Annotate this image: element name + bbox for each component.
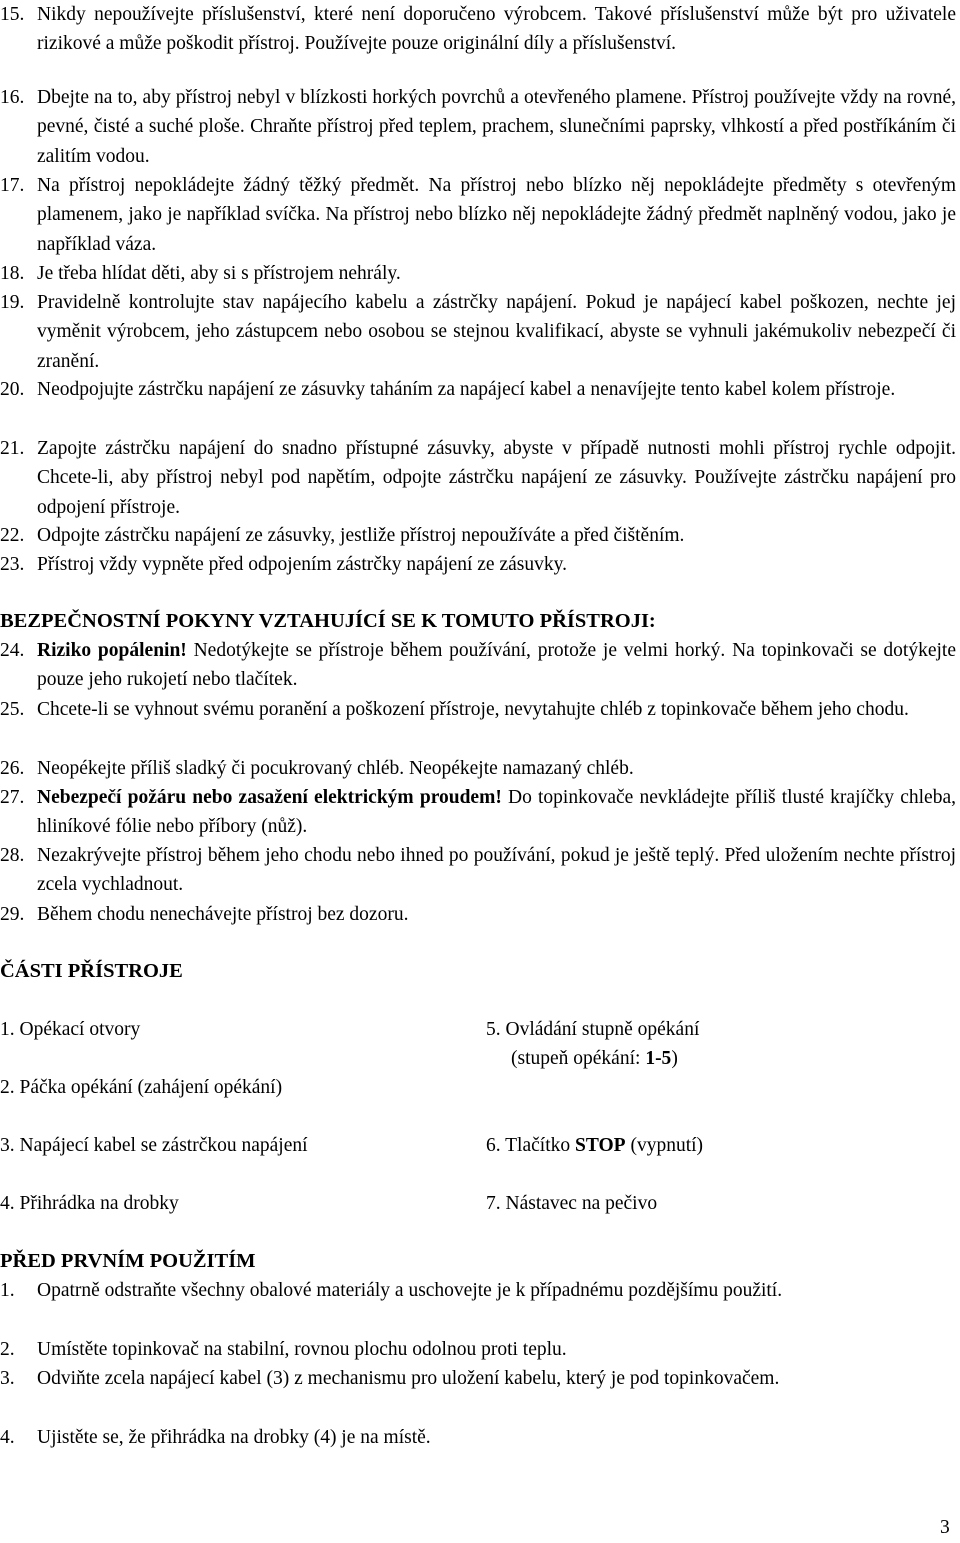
- item-number: 1.: [0, 1280, 15, 1301]
- first-use-heading: PŘED PRVNÍM POUŽITÍM: [0, 1250, 256, 1272]
- part-6-prefix: 6. Tlačítko: [486, 1135, 575, 1156]
- item-text: Pravidelně kontrolujte stav napájecího kabelu a zástrčky napájení. Pokud je napájecí kabel poškozen, nechte jej vyměnit výrobcem, jeho zástupcem nebo osobou se stejnou kvalifikací, abyste se vyhnuli jakémukoliv nebezpečí či zranění.: [37, 292, 956, 372]
- item-number: 16.: [0, 87, 25, 108]
- list-item: [0, 1276, 956, 1305]
- part-1: 1. Opékací otvory: [0, 1019, 141, 1040]
- part-6-suffix: (vypnutí): [625, 1135, 704, 1156]
- range-value: 1-5: [645, 1048, 672, 1069]
- list-item: [0, 434, 956, 522]
- item-number: 27.: [0, 787, 25, 808]
- item-number: 21.: [0, 438, 25, 459]
- list-item: [0, 550, 956, 579]
- item-text: Je třeba hlídat děti, aby si s přístrojem nehrály.: [37, 263, 401, 284]
- list-item: [0, 695, 956, 724]
- item-number: 29.: [0, 904, 25, 925]
- item-text: Na přístroj nepokládejte žádný těžký předmět. Na přístroj nebo blízko něj nepokládejte předměty s otevřeným plamenem, jako je například svíčka. Na přístroj nebo blízko něj nepokládejte žádný předmět naplněný vodou, jako je například váza.: [37, 175, 956, 255]
- list-item: [0, 841, 956, 900]
- part-3: 3. Napájecí kabel se zástrčkou napájení: [0, 1135, 308, 1156]
- list-item: [0, 521, 956, 550]
- item-text: Ujistěte se, že přihrádka na drobky (4) je na místě.: [37, 1427, 431, 1448]
- item-number: 20.: [0, 379, 25, 400]
- item-text: [0, 636, 956, 695]
- item-text: Neodpojujte zástrčku napájení ze zásuvky taháním za napájecí kabel a nenavíjejte tento kabel kolem přístroje.: [37, 379, 896, 400]
- item-text: Dbejte na to, aby přístroj nebyl v blízkosti horkých povrchů a otevřeného plamene. Přístroj používejte vždy na rovné, pevné, čisté a suché ploše. Chraňte přístroj před teplem, prachem, slunečními paprsky, vlhkostí a před postříkáním či zalitím vodou.: [37, 87, 956, 167]
- item-text: Přístroj vždy vypněte před odpojením zástrčky napájení ze zásuvky.: [37, 554, 567, 575]
- item-body: Nedotýkejte se přístroje během používání, protože je velmi horký. Na topinkovači se dotýkejte pouze jeho rukojetí nebo tlačítek.: [37, 640, 956, 691]
- item-number: 4.: [0, 1427, 15, 1448]
- section-heading: BEZPEČNOSTNÍ POKYNY VZTAHUJÍCÍ SE K TOMUTO PŘÍSTROJI:: [0, 610, 656, 632]
- item-text: Nezakrývejte přístroj během jeho chodu nebo ihned po používání, pokud je ještě teplý. Před uložením nechte přístroj zcela vychladnout.: [37, 845, 956, 896]
- item-text: Chcete-li se vyhnout svému poranění a poškození přístroje, nevytahujte chléb z topinkovače během jeho chodu.: [37, 699, 909, 720]
- list-item: [0, 1335, 956, 1364]
- part-6: [486, 1131, 703, 1160]
- item-text: Během chodu nenechávejte přístroj bez dozoru.: [37, 904, 409, 925]
- list-item: [0, 636, 956, 695]
- item-number: 23.: [0, 554, 25, 575]
- item-number: 28.: [0, 845, 25, 866]
- item-number: 15.: [0, 4, 25, 25]
- item-text: [0, 783, 956, 842]
- part-5-range: [511, 1044, 678, 1073]
- list-item: [0, 1423, 956, 1452]
- item-number: 25.: [0, 699, 25, 720]
- list-item: [0, 171, 956, 259]
- stop-label: STOP: [575, 1135, 626, 1156]
- part-2: 2. Páčka opékání (zahájení opékání): [0, 1077, 283, 1098]
- list-item: [0, 754, 956, 783]
- list-item: [0, 259, 956, 288]
- list-item: [0, 1364, 956, 1393]
- range-suffix: ): [671, 1048, 678, 1069]
- item-number: 24.: [0, 640, 25, 661]
- page-number: 3: [940, 1517, 950, 1538]
- item-number: 26.: [0, 758, 25, 779]
- range-prefix: (stupeň opékání:: [511, 1048, 646, 1069]
- list-item: [0, 783, 956, 842]
- part-7: 7. Nástavec na pečivo: [486, 1193, 658, 1214]
- item-text: Odviňte zcela napájecí kabel (3) z mechanismu pro uložení kabelu, který je pod topinkovačem.: [37, 1368, 780, 1389]
- item-text: Umístěte topinkovač na stabilní, rovnou plochu odolnou proti teplu.: [37, 1339, 567, 1360]
- item-number: 3.: [0, 1368, 15, 1389]
- list-item: [0, 288, 956, 376]
- item-number: 2.: [0, 1339, 15, 1360]
- item-number: 18.: [0, 263, 25, 284]
- item-body: Do topinkovače nevkládejte příliš tlusté krajíčky chleba, hliníkové fólie nebo příbory (nůž).: [37, 787, 956, 838]
- part-5: 5. Ovládání stupně opékání: [486, 1019, 700, 1040]
- item-text: Odpojte zástrčku napájení ze zásuvky, jestliže přístroj nepoužíváte a před čištěním.: [37, 525, 685, 546]
- list-item: [0, 83, 956, 171]
- part-4: 4. Přihrádka na drobky: [0, 1193, 179, 1214]
- warning-label: Nebezpečí požáru nebo zasažení elektrickým proudem!: [37, 787, 502, 808]
- warning-label: Riziko popálenin!: [37, 640, 187, 661]
- item-text: Opatrně odstraňte všechny obalové materiály a uschovejte je k případnému pozdějšímu použití.: [37, 1280, 783, 1301]
- item-text: Zapojte zástrčku napájení do snadno přístupné zásuvky, abyste v případě nutnosti mohli přístroj rychle odpojit. Chcete-li, aby přístroj nebyl pod napětím, odpojte zástrčku napájení ze zásuvky. Používejte zástrčku napájení pro odpojení přístroje.: [37, 438, 956, 518]
- item-number: 22.: [0, 525, 25, 546]
- parts-heading: ČÁSTI PŘÍSTROJE: [0, 960, 183, 982]
- item-number: 19.: [0, 292, 25, 313]
- list-item: [0, 0, 956, 59]
- list-item: [0, 900, 956, 929]
- item-text: Neopékejte příliš sladký či pocukrovaný chléb. Neopékejte namazaný chléb.: [37, 758, 634, 779]
- item-number: 17.: [0, 175, 25, 196]
- list-item: [0, 375, 956, 404]
- item-text: Nikdy nepoužívejte příslušenství, které není doporučeno výrobcem. Takové příslušenství může být pro uživatele rizikové a může poškodit přístroj. Používejte pouze originální díly a příslušenství.: [37, 4, 956, 55]
